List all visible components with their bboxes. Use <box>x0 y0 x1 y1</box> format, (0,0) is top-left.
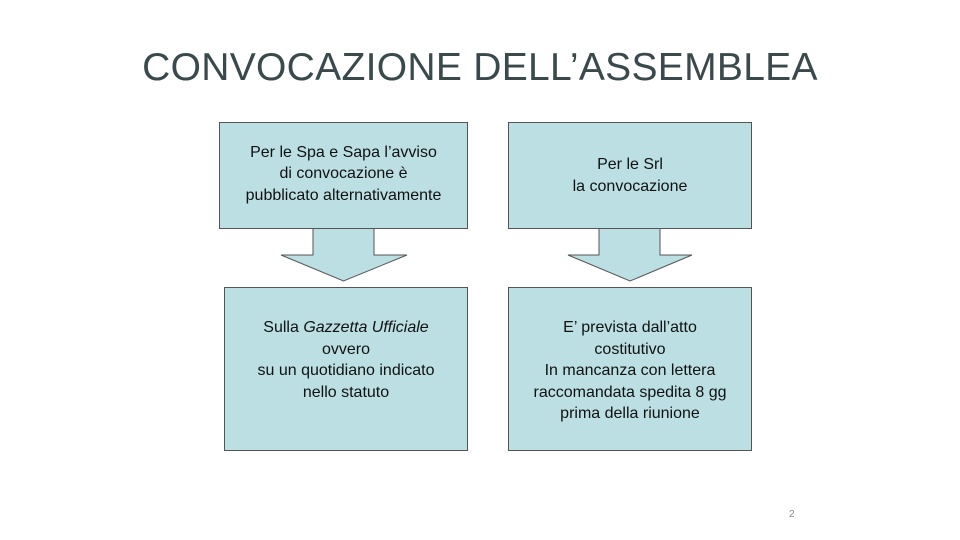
gazzetta-publication-text <box>257 317 434 403</box>
gazzetta-rest: ovvero su un quotidiano indicato nello statuto <box>257 340 435 401</box>
page-number: 2 <box>789 509 795 520</box>
spa-sapa-notice-text: Per le Spa e Sapa l’avviso di convocazione è pubblicato alternativamente <box>245 143 442 204</box>
down-arrow-left <box>280 228 408 282</box>
gazzetta-publication-box <box>224 287 468 451</box>
slide-title: CONVOCAZIONE DELL’ASSEMBLEA <box>142 46 818 89</box>
gazzetta-ufficiale-italic: Gazzetta Ufficiale <box>303 319 429 336</box>
srl-notice-box <box>508 122 752 229</box>
srl-bylaws-text: E’ prevista dall’atto costitutivo In mancanza con lettera raccomandata spedita 8 gg prima della riunione <box>533 319 727 422</box>
srl-notice-text: Per le Srl la convocazione <box>572 156 688 195</box>
gazzetta-prefix: Sulla <box>263 319 304 336</box>
spa-sapa-notice-box <box>219 122 468 229</box>
down-arrow-right <box>567 228 693 282</box>
srl-bylaws-box <box>508 287 752 451</box>
